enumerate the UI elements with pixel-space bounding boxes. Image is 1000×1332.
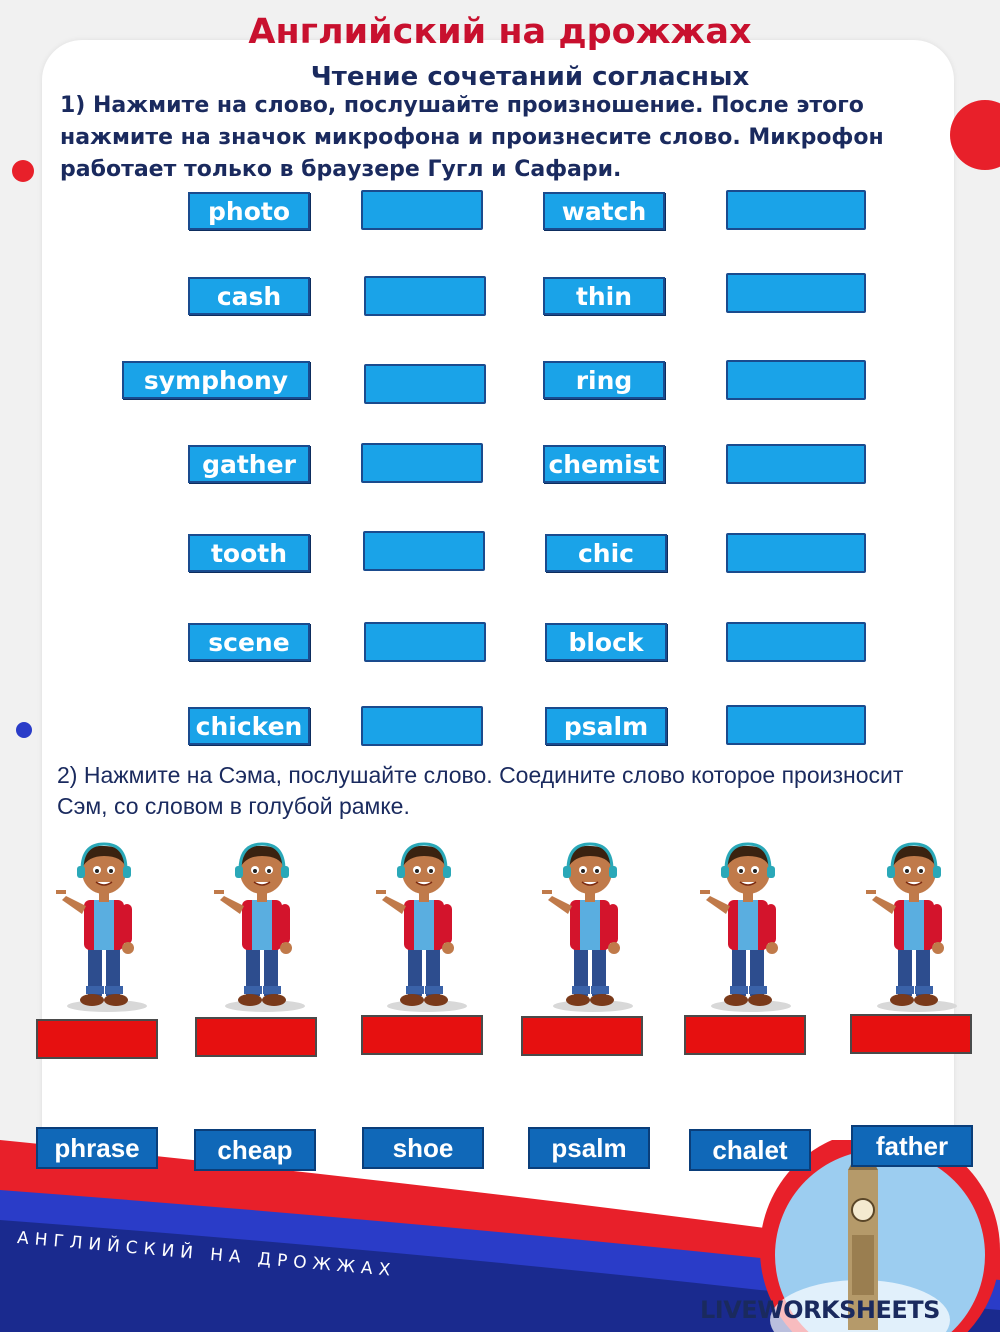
word-button-gather[interactable]: gather [188,445,310,483]
answer-tile-psalm[interactable]: psalm [528,1127,650,1169]
answer-tile-shoe[interactable]: shoe [362,1127,484,1169]
drop-zone-2[interactable] [195,1017,317,1057]
mic-box-block[interactable] [726,622,866,662]
answer-tile-phrase[interactable]: phrase [36,1127,158,1169]
mic-box-chic[interactable] [726,533,866,573]
mic-box-cash[interactable] [364,276,486,316]
sam-character-4[interactable] [538,838,638,1013]
drop-zone-4[interactable] [521,1016,643,1056]
sam-character-5[interactable] [696,838,796,1013]
mic-box-scene[interactable] [364,622,486,662]
page-title: Английский на дрожжах [248,12,752,52]
mic-box-psalm[interactable] [726,705,866,745]
word-button-symphony[interactable]: symphony [122,361,310,399]
mic-box-watch[interactable] [726,190,866,230]
answer-tile-father[interactable]: father [851,1125,973,1167]
word-button-ring[interactable]: ring [543,361,665,399]
word-button-cash[interactable]: cash [188,277,310,315]
mic-box-ring[interactable] [726,360,866,400]
sam-character-2[interactable] [210,838,310,1013]
task2-instruction: 2) Нажмите на Сэма, послушайте слово. Соедините слово которое произносит Сэм, со словом в голубой рамке. [57,762,904,819]
drop-zone-3[interactable] [361,1015,483,1055]
word-button-block[interactable]: block [545,623,667,661]
word-button-photo[interactable]: photo [188,192,310,230]
answer-tile-chalet[interactable]: chalet [689,1129,811,1171]
mic-box-gather[interactable] [361,443,483,483]
mic-box-photo[interactable] [361,190,483,230]
mic-box-tooth[interactable] [363,531,485,571]
word-button-thin[interactable]: thin [543,277,665,315]
liveworksheets-logo: LIVEWORKSHEETS [700,1296,940,1324]
word-button-psalm[interactable]: psalm [545,707,667,745]
ribbon-caption: АНГЛИЙСКИЙ НА ДРОЖЖАХ [16,1228,397,1282]
page-subtitle: Чтение сочетаний согласных [310,62,750,92]
word-button-chicken[interactable]: chicken [188,707,310,745]
decor-blue-dot [16,722,32,738]
drop-zone-5[interactable] [684,1015,806,1055]
word-button-watch[interactable]: watch [543,192,665,230]
answer-tile-cheap[interactable]: cheap [194,1129,316,1171]
mic-box-thin[interactable] [726,273,866,313]
mic-box-chicken[interactable] [361,706,483,746]
word-button-chemist[interactable]: chemist [543,445,665,483]
decor-red-dot [12,160,34,182]
word-button-scene[interactable]: scene [188,623,310,661]
word-button-tooth[interactable]: tooth [188,534,310,572]
mic-box-symphony[interactable] [364,364,486,404]
mic-box-chemist[interactable] [726,444,866,484]
sam-character-3[interactable] [372,838,472,1013]
drop-zone-1[interactable] [36,1019,158,1059]
task1-instruction: 1) Нажмите на слово, послушайте произношение. После этого нажмите на значок микрофона и произнесите слово. Микрофон работает только в браузере Гугл и Сафари. [60,93,884,182]
sam-character-6[interactable] [862,838,962,1013]
word-button-chic[interactable]: chic [545,534,667,572]
sam-character-1[interactable] [52,838,152,1013]
drop-zone-6[interactable] [850,1014,972,1054]
